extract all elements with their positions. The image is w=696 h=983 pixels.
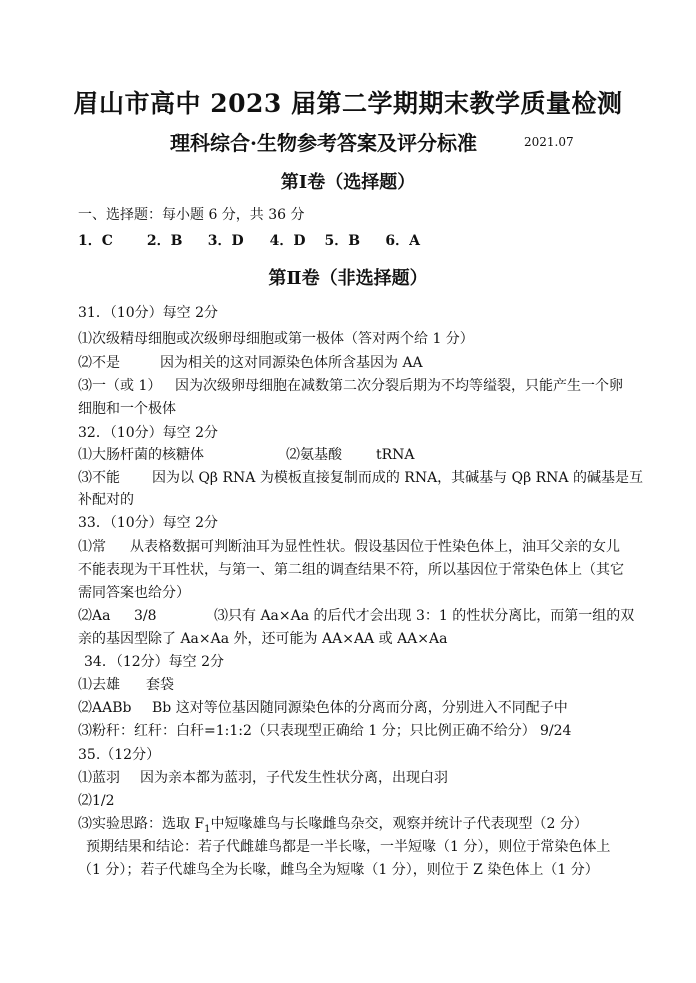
answer-3: 3．D	[207, 233, 244, 249]
part2-heading: 第Ⅱ卷（非选择题）	[268, 268, 428, 289]
q33-line: 需同答案也给分）	[78, 585, 190, 601]
q33-answer: 3/8	[134, 608, 157, 624]
q34-answer: 9/24	[540, 723, 572, 739]
exam-date: 2021.07	[524, 135, 574, 149]
part1-instruction: 一、选择题：每小题 6 分，共 36 分	[78, 207, 305, 223]
q31-reason: 因为相关的这对同源染色体所含基因为 AA	[160, 355, 423, 371]
q32-answer: ⑶不能	[78, 470, 120, 486]
q35-subscript: 1	[204, 823, 211, 835]
q32-line	[78, 446, 415, 464]
q34-answer: ⑴去雄	[78, 677, 120, 693]
q34-head: 34．（12分）每空 2分	[84, 654, 224, 670]
q33-line	[78, 538, 620, 556]
q32-answer: ⑵氨基酸	[286, 447, 342, 463]
q31-answer: ⑶一（或 1）	[78, 378, 162, 394]
q35-head: 35.（12分）	[78, 747, 161, 763]
answer-5: 5．B	[324, 233, 361, 249]
q33-answer: ⑵Aa	[78, 608, 111, 624]
part1-heading: 第Ⅰ卷（选择题）	[280, 172, 416, 193]
q33-reason: 从表格数据可判断油耳为显性性状。假设基因位于性染色体上，油耳父亲的女儿	[130, 539, 620, 555]
q33-line	[78, 607, 634, 625]
q34-line	[78, 676, 174, 694]
q32-line	[78, 469, 643, 487]
q35-line: ⑵1/2	[78, 793, 115, 809]
q31-line	[78, 354, 423, 372]
q33-head: 33．（10分）每空 2分	[78, 515, 218, 531]
q31-reason: 因为次级卵母细胞在减数第二次分裂后期为不均等缢裂，只能产生一个卵	[175, 378, 623, 394]
q35-line: （1 分）；若子代雄鸟全为长喙，雌鸟全为短喙（1 分），则位于 Z 染色体上（1 分）	[78, 862, 599, 878]
answer-4: 4．D	[269, 233, 306, 249]
q32-answer: tRNA	[376, 447, 415, 463]
q34-answer: ⑵AABb	[78, 700, 132, 716]
q33-line: 不能表现为干耳性状，与第一、第二组的调查结果不符，所以基因位于常染色体上（其它	[78, 562, 624, 578]
q33-reason: ⑶只有 Aa×Aa 的后代才会出现 3：1 的性状分离比，而第一组的双	[214, 608, 635, 624]
q31-answer: ⑵不是	[78, 355, 120, 371]
q35-idea: ⑶实验思路：选取 F	[78, 816, 205, 832]
q34-reason: Bb 这对等位基因随同源染色体的分离而分离，分别进入不同配子中	[152, 700, 568, 716]
page-title: 眉山市高中 2023 届第二学期期末教学质量检测	[73, 89, 623, 118]
q35-idea: 中短喙雄鸟与长喙雌鸟杂交，观察并统计子代表现型（2 分）	[210, 816, 588, 832]
q34-line	[78, 699, 568, 717]
answer-1: 1．C	[78, 233, 113, 249]
answer-2: 2．B	[146, 233, 183, 249]
part1-answers	[78, 232, 420, 250]
q31-line	[78, 377, 623, 395]
q35-line: 预期结果和结论：若子代雌雄鸟都是一半长喙，一半短喙（1 分），则位于常染色体上	[86, 839, 611, 855]
q34-answer: ⑶粉秆：红秆：白秆=1:1:2（只表现型正确给 1 分；只比例正确不给分）	[78, 723, 536, 739]
page-subtitle: 理科综合·生物参考答案及评分标准	[170, 131, 477, 155]
q33-line: 亲的基因型除了 Aa×Aa 外，还可能为 AA×AA 或 AA×Aa	[78, 631, 448, 647]
q35-line	[78, 769, 448, 787]
q35-reason: 因为亲本都为蓝羽，子代发生性状分离，出现白羽	[140, 770, 448, 786]
q34-answer: 套袋	[146, 677, 174, 693]
q35-answer: ⑴蓝羽	[78, 770, 120, 786]
q31-line: 细胞和一个极体	[78, 401, 176, 417]
q32-head: 32．（10分）每空 2分	[78, 425, 218, 441]
answer-6: 6．A	[385, 233, 420, 249]
q31-line: ⑴次级精母细胞或次级卵母细胞或第一极体（答对两个给 1 分）	[78, 331, 474, 347]
q33-answer: ⑴常	[78, 539, 106, 555]
q35-line	[78, 815, 588, 839]
q32-answer: ⑴大肠杆菌的核糖体	[78, 447, 204, 463]
q32-reason: 因为以 Qβ RNA 为模板直接复制而成的 RNA，其碱基与 Qβ RNA 的碱基是互	[152, 470, 643, 486]
q32-line: 补配对的	[78, 492, 134, 508]
q34-line	[78, 722, 571, 740]
q31-head: 31．（10分）每空 2分	[78, 305, 218, 321]
